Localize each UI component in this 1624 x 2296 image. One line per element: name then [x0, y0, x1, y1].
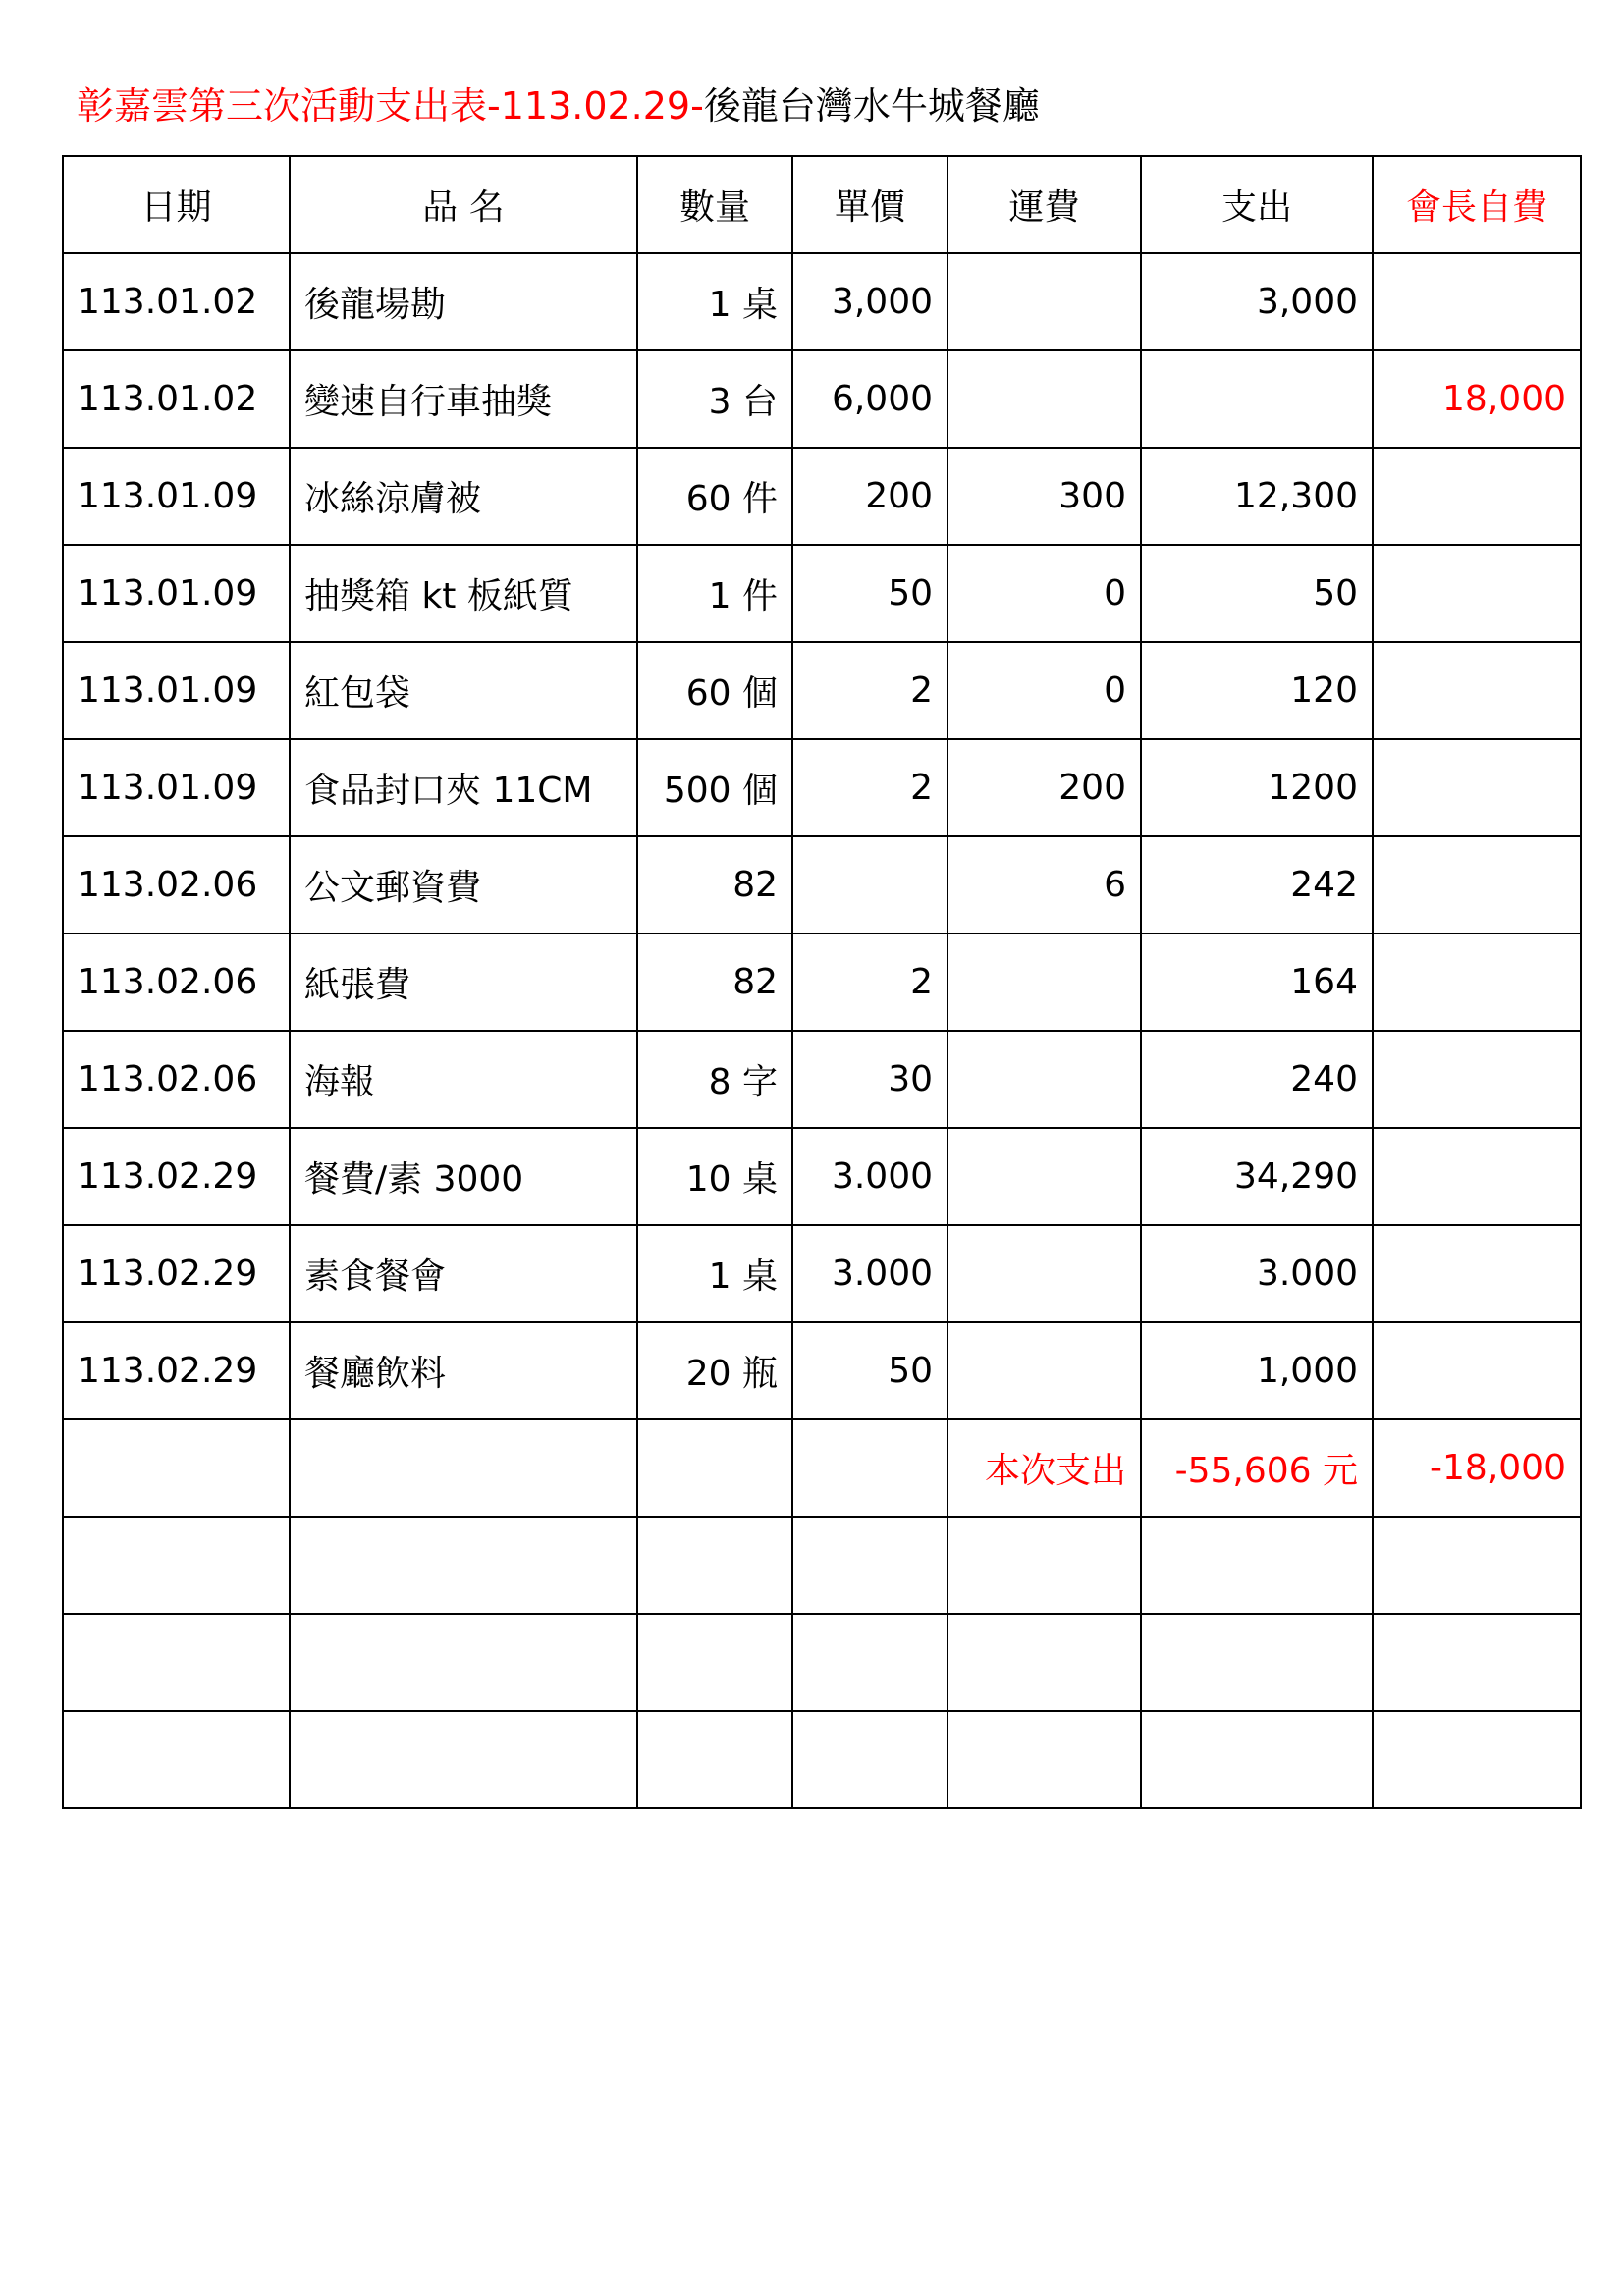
cell-shipping: 200 — [947, 739, 1141, 836]
table-row — [63, 642, 1581, 739]
cell-self-paid — [1373, 934, 1581, 1031]
empty-row — [63, 1711, 1581, 1808]
cell-self-paid: 18,000 — [1373, 350, 1581, 448]
cell-empty — [947, 1614, 1141, 1711]
cell-expense: 120 — [1141, 642, 1373, 739]
cell-empty — [637, 1711, 792, 1808]
cell-empty — [63, 1614, 290, 1711]
table-row — [63, 1322, 1581, 1419]
cell-empty — [290, 1711, 637, 1808]
cell-expense: 3,000 — [1141, 253, 1373, 350]
cell-unit-price: 3.000 — [792, 1128, 947, 1225]
cell-qty: 1 桌 — [637, 253, 792, 350]
cell-qty: 82 — [637, 836, 792, 934]
table-row — [63, 1225, 1581, 1322]
cell-self-paid — [1373, 448, 1581, 545]
expense-table — [62, 155, 1582, 1809]
cell-qty: 8 字 — [637, 1031, 792, 1128]
cell-empty — [792, 1419, 947, 1517]
cell-empty — [63, 1517, 290, 1614]
cell-expense: 34,290 — [1141, 1128, 1373, 1225]
cell-date: 113.01.09 — [63, 545, 290, 642]
cell-empty — [947, 1711, 1141, 1808]
cell-item: 後龍場勘 — [290, 253, 637, 350]
cell-shipping — [947, 1031, 1141, 1128]
table-row — [63, 1031, 1581, 1128]
header-date: 日期 — [63, 156, 290, 253]
cell-item: 紅包袋 — [290, 642, 637, 739]
cell-shipping: 0 — [947, 545, 1141, 642]
cell-empty — [63, 1711, 290, 1808]
cell-shipping: 0 — [947, 642, 1141, 739]
cell-unit-price: 50 — [792, 545, 947, 642]
cell-date: 113.01.09 — [63, 642, 290, 739]
cell-empty — [1373, 1614, 1581, 1711]
total-expense: -55,606 元 — [1141, 1419, 1373, 1517]
total-self-paid: -18,000 — [1373, 1419, 1581, 1517]
cell-empty — [637, 1614, 792, 1711]
cell-item: 變速自行車抽獎 — [290, 350, 637, 448]
cell-unit-price: 200 — [792, 448, 947, 545]
table-row — [63, 350, 1581, 448]
cell-unit-price: 2 — [792, 934, 947, 1031]
cell-item: 公文郵資費 — [290, 836, 637, 934]
cell-item: 抽獎箱 kt 板紙質 — [290, 545, 637, 642]
cell-empty — [1141, 1614, 1373, 1711]
cell-date: 113.02.29 — [63, 1225, 290, 1322]
cell-qty: 60 個 — [637, 642, 792, 739]
cell-empty — [1373, 1711, 1581, 1808]
cell-expense: 242 — [1141, 836, 1373, 934]
table-row — [63, 253, 1581, 350]
cell-self-paid — [1373, 253, 1581, 350]
table-row — [63, 545, 1581, 642]
cell-item: 餐廳飲料 — [290, 1322, 637, 1419]
cell-expense: 12,300 — [1141, 448, 1373, 545]
cell-qty: 20 瓶 — [637, 1322, 792, 1419]
cell-item: 素食餐會 — [290, 1225, 637, 1322]
cell-date: 113.02.06 — [63, 1031, 290, 1128]
table-row — [63, 934, 1581, 1031]
cell-item: 紙張費 — [290, 934, 637, 1031]
title-venue: 後龍台灣水牛城餐廳 — [703, 84, 1040, 128]
cell-expense — [1141, 350, 1373, 448]
table-body — [63, 253, 1581, 1808]
cell-unit-price: 3.000 — [792, 1225, 947, 1322]
table-row — [63, 836, 1581, 934]
header-row — [63, 156, 1581, 253]
cell-unit-price: 3,000 — [792, 253, 947, 350]
cell-self-paid — [1373, 1225, 1581, 1322]
cell-qty: 500 個 — [637, 739, 792, 836]
cell-item: 海報 — [290, 1031, 637, 1128]
cell-self-paid — [1373, 1322, 1581, 1419]
title-red-part: 彰嘉雲第三次活動支出表-113.02.29- — [77, 84, 704, 128]
cell-qty: 1 桌 — [637, 1225, 792, 1322]
cell-self-paid — [1373, 1031, 1581, 1128]
cell-self-paid — [1373, 836, 1581, 934]
cell-shipping: 300 — [947, 448, 1141, 545]
cell-empty — [792, 1711, 947, 1808]
cell-empty — [63, 1419, 290, 1517]
cell-empty — [290, 1517, 637, 1614]
cell-empty — [637, 1419, 792, 1517]
cell-empty — [792, 1517, 947, 1614]
cell-unit-price: 2 — [792, 642, 947, 739]
cell-date: 113.02.29 — [63, 1322, 290, 1419]
cell-empty — [947, 1517, 1141, 1614]
cell-shipping: 6 — [947, 836, 1141, 934]
cell-expense: 1,000 — [1141, 1322, 1373, 1419]
cell-date: 113.01.09 — [63, 448, 290, 545]
cell-unit-price: 30 — [792, 1031, 947, 1128]
page-title — [77, 80, 1040, 132]
cell-unit-price: 2 — [792, 739, 947, 836]
empty-row — [63, 1614, 1581, 1711]
cell-qty: 82 — [637, 934, 792, 1031]
cell-shipping — [947, 1225, 1141, 1322]
header-qty: 數量 — [637, 156, 792, 253]
cell-expense: 1200 — [1141, 739, 1373, 836]
total-label: 本次支出 — [947, 1419, 1141, 1517]
cell-self-paid — [1373, 739, 1581, 836]
header-shipping: 運費 — [947, 156, 1141, 253]
header-self-paid: 會長自費 — [1373, 156, 1581, 253]
cell-date: 113.01.02 — [63, 253, 290, 350]
total-row — [63, 1419, 1581, 1517]
cell-empty — [1373, 1517, 1581, 1614]
cell-empty — [637, 1517, 792, 1614]
cell-item: 餐費/素 3000 — [290, 1128, 637, 1225]
cell-unit-price: 6,000 — [792, 350, 947, 448]
cell-date: 113.02.06 — [63, 934, 290, 1031]
cell-expense: 240 — [1141, 1031, 1373, 1128]
cell-date: 113.02.29 — [63, 1128, 290, 1225]
empty-row — [63, 1517, 1581, 1614]
cell-item: 食品封口夾 11CM — [290, 739, 637, 836]
cell-shipping — [947, 1128, 1141, 1225]
table-row — [63, 1128, 1581, 1225]
cell-empty — [290, 1419, 637, 1517]
cell-expense: 164 — [1141, 934, 1373, 1031]
cell-unit-price: 50 — [792, 1322, 947, 1419]
cell-shipping — [947, 350, 1141, 448]
cell-shipping — [947, 1322, 1141, 1419]
cell-qty: 3 台 — [637, 350, 792, 448]
header-expense: 支出 — [1141, 156, 1373, 253]
cell-date: 113.01.09 — [63, 739, 290, 836]
table-row — [63, 448, 1581, 545]
cell-qty: 60 件 — [637, 448, 792, 545]
cell-date: 113.01.02 — [63, 350, 290, 448]
table-row — [63, 739, 1581, 836]
header-unit-price: 單價 — [792, 156, 947, 253]
cell-shipping — [947, 253, 1141, 350]
cell-unit-price — [792, 836, 947, 934]
cell-empty — [1141, 1517, 1373, 1614]
cell-shipping — [947, 934, 1141, 1031]
cell-qty: 10 桌 — [637, 1128, 792, 1225]
cell-item: 冰絲涼膚被 — [290, 448, 637, 545]
header-item: 品 名 — [290, 156, 637, 253]
cell-date: 113.02.06 — [63, 836, 290, 934]
cell-self-paid — [1373, 642, 1581, 739]
cell-empty — [1141, 1711, 1373, 1808]
cell-expense: 50 — [1141, 545, 1373, 642]
cell-empty — [290, 1614, 637, 1711]
cell-expense: 3.000 — [1141, 1225, 1373, 1322]
cell-self-paid — [1373, 545, 1581, 642]
cell-qty: 1 件 — [637, 545, 792, 642]
cell-empty — [792, 1614, 947, 1711]
cell-self-paid — [1373, 1128, 1581, 1225]
